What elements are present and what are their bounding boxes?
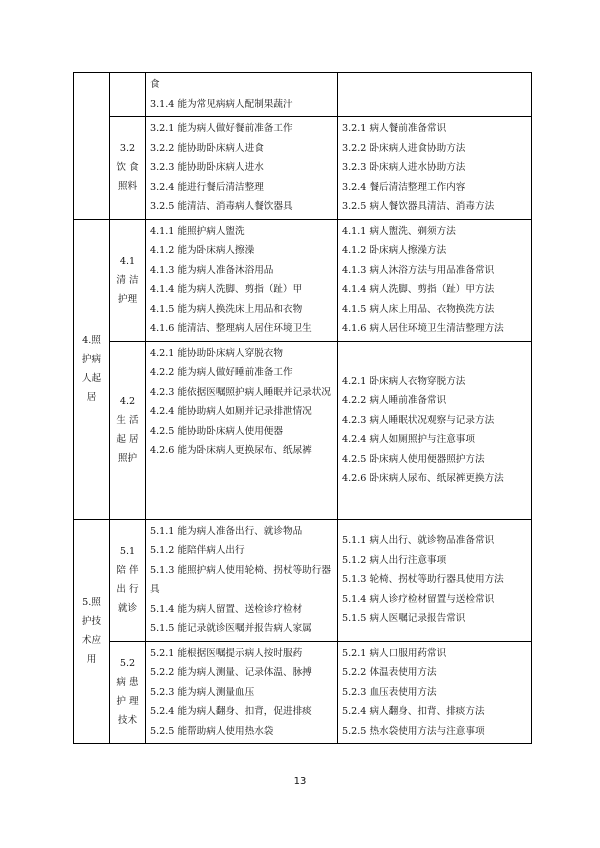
subcategory-label: 5.2 xyxy=(119,658,136,670)
list-item: 4.2.5 卧床病人使用便器照护方法 xyxy=(342,453,485,465)
subcategory-cell xyxy=(110,73,146,117)
list-item: 4.2.4 能协助病人如厕并记录排泄情况 xyxy=(150,406,312,417)
subcategory-label: 就诊 xyxy=(117,603,138,614)
list-item: 5.1.1 病人出行、就诊物品准备常识 xyxy=(342,535,495,547)
list-item: 5.2.1 病人口服用药常识 xyxy=(342,647,447,659)
list-item: 5.1.2 能陪伴病人出行 xyxy=(150,545,245,556)
category-cell xyxy=(74,519,110,744)
list-item: 4.2.2 能为病人做好睡前准备工作 xyxy=(150,367,293,378)
subcategory-label: 技术 xyxy=(117,715,138,727)
subcategory-label: 护理 xyxy=(117,293,138,305)
list-item: 3.2.2 能协助卧床病人进食 xyxy=(150,142,264,154)
list-item: 5.1.2 病人出行注意事项 xyxy=(342,554,447,566)
knowledge-cell xyxy=(338,73,532,117)
skills-table xyxy=(73,72,532,744)
skill-cell xyxy=(146,117,338,220)
list-item: 5.1.4 能为病人留置、送检诊疗检材 xyxy=(150,603,303,615)
subcategory-label: 照料 xyxy=(117,181,138,193)
category-cell xyxy=(74,219,110,519)
list-item: 5.1.5 能记录就诊医嘱并报告病人家属 xyxy=(150,623,312,634)
subcategory-label: 清 洁 xyxy=(116,274,139,286)
subcategory-cell xyxy=(110,341,146,519)
list-item: 4.1.1 病人盥洗、剃须方法 xyxy=(342,225,456,237)
knowledge-cell xyxy=(338,641,532,744)
list-item: 4.2.6 能为卧床病人更换尿布、纸尿裤 xyxy=(150,445,312,456)
list-item: 4.2.1 能协助卧床病人穿脱衣物 xyxy=(150,347,283,359)
list-item: 5.1.1 能为病人准备出行、就诊物品 xyxy=(150,525,303,537)
category-label: 人起 xyxy=(81,373,102,384)
skill-cell xyxy=(146,519,338,641)
page-number: 13 xyxy=(293,776,307,787)
list-item: 3.1.4 能为常见病病人配制果蔬汁 xyxy=(150,98,293,110)
category-label: 居 xyxy=(86,392,97,403)
list-item: 4.2.6 卧床病人尿布、纸尿裤更换方法 xyxy=(342,473,504,484)
subcategory-label: 照护 xyxy=(117,453,138,464)
subcategory-label: 5.1 xyxy=(119,546,136,557)
list-item: 3.2.3 卧床病人进水协助方法 xyxy=(342,162,466,173)
subcategory-cell xyxy=(110,117,146,220)
list-item: 4.1.2 能为卧床病人擦澡 xyxy=(150,245,255,256)
category-label: 用 xyxy=(86,654,97,666)
subcategory-label: 出 行 xyxy=(116,584,139,595)
subcategory-label: 4.1 xyxy=(119,255,136,267)
list-item: 3.2.4 能进行餐后清洁整理 xyxy=(150,181,264,193)
table-row xyxy=(74,117,532,220)
subcategory-label: 护 理 xyxy=(116,696,139,708)
skill-cell xyxy=(146,641,338,744)
list-item: 4.1.6 病人居住环境卫生清洁整理方法 xyxy=(342,323,504,334)
list-item: 4.2.4 病人如厕照护与注意事项 xyxy=(342,434,475,445)
list-item: 4.2.3 病人睡眠状况观察与记录方法 xyxy=(342,414,495,426)
list-item: 5.2.1 能根据医嘱提示病人按时服药 xyxy=(150,647,303,659)
list-item: 5.2.4 能为病人翻身、扣背，促进排痰 xyxy=(150,706,312,717)
category-label: 5.照 xyxy=(82,597,101,609)
list-item: 5.1.4 病人诊疗检材留置与送检常识 xyxy=(342,593,495,605)
list-item: 3.2.1 能为病人做好餐前准备工作 xyxy=(150,123,293,134)
list-item: 5.2.2 体温表使用方法 xyxy=(342,667,437,678)
list-item: 5.2.4 病人翻身、扣背、排痰方法 xyxy=(342,706,485,717)
knowledge-cell xyxy=(338,519,532,641)
table-row xyxy=(74,641,532,744)
category-label: 护病 xyxy=(81,354,102,365)
list-item: 4.2.3 能依据医嘱照护病人睡眠并记录状况 xyxy=(150,386,331,398)
list-item: 3.2.2 卧床病人进食协助方法 xyxy=(342,142,466,154)
subcategory-label: 3.2 xyxy=(119,143,136,155)
list-item: 4.1.1 能照护病人盥洗 xyxy=(150,225,245,237)
table-row xyxy=(74,219,532,341)
list-item: 4.1.6 能清洁、整理病人居住环境卫生 xyxy=(150,323,312,334)
list-item: 5.2.3 能为病人测量血压 xyxy=(150,686,255,698)
list-item: 3.2.3 能协助卧床病人进水 xyxy=(150,162,264,173)
category-label: 术应 xyxy=(81,635,102,647)
skill-cell xyxy=(146,73,338,117)
table-row xyxy=(74,73,532,117)
category-cell xyxy=(74,73,110,220)
knowledge-cell xyxy=(338,219,532,341)
skill-cell xyxy=(146,341,338,519)
knowledge-cell xyxy=(338,341,532,519)
list-item: 5.2.3 血压表使用方法 xyxy=(342,686,437,698)
list-item: 5.1.3 轮椅、拐杖等助行器具使用方法 xyxy=(342,574,504,586)
list-item: 3.2.5 能清洁、消毒病人餐饮器具 xyxy=(150,201,293,212)
list-item: 食 xyxy=(150,79,160,90)
subcategory-label: 4.2 xyxy=(119,396,136,407)
subcategory-label: 起 居 xyxy=(116,434,139,445)
list-item: 3.2.1 病人餐前准备常识 xyxy=(342,123,447,134)
subcategory-label: 饮 食 xyxy=(116,162,139,174)
list-item: 4.1.5 病人床上用品、衣物换洗方法 xyxy=(342,303,495,315)
list-item: 4.1.3 病人沐浴方法与用品准备常识 xyxy=(342,264,495,276)
list-item: 5.1.3 能照护病人使用轮椅、拐杖等助行器具 xyxy=(150,564,331,595)
list-item: 4.1.3 能为病人准备沐浴用品 xyxy=(150,264,274,276)
list-item: 4.2.1 卧床病人衣物穿脱方法 xyxy=(342,375,466,387)
list-item: 4.1.5 能为病人换洗床上用品和衣物 xyxy=(150,303,303,315)
table-row xyxy=(74,341,532,519)
subcategory-cell xyxy=(110,219,146,341)
list-item: 3.2.4 餐后清洁整理工作内容 xyxy=(342,181,466,193)
list-item: 4.1.4 病人洗脚、剪指（趾）甲方法 xyxy=(342,284,495,295)
subcategory-label: 病 患 xyxy=(116,677,139,689)
subcategory-label: 生 活 xyxy=(116,415,139,426)
category-label: 护技 xyxy=(81,616,102,628)
list-item: 5.1.5 病人医嘱记录报告常识 xyxy=(342,613,466,625)
list-item: 5.2.5 能帮助病人使用热水袋 xyxy=(150,725,274,737)
skill-cell xyxy=(146,219,338,341)
subcategory-label: 陪 伴 xyxy=(116,565,139,576)
table-row xyxy=(74,519,532,641)
subcategory-cell xyxy=(110,641,146,744)
list-item: 5.2.2 能为病人测量、记录体温、脉搏 xyxy=(150,667,312,678)
list-item: 4.2.2 病人睡前准备常识 xyxy=(342,395,447,406)
list-item: 3.2.5 病人餐饮器具清洁、消毒方法 xyxy=(342,201,495,212)
knowledge-cell xyxy=(338,117,532,220)
subcategory-cell xyxy=(110,519,146,641)
list-item: 4.1.4 能为病人洗脚、剪指（趾）甲 xyxy=(150,284,303,295)
list-item: 4.1.2 卧床病人擦澡方法 xyxy=(342,245,447,256)
list-item: 4.2.5 能协助卧床病人使用便器 xyxy=(150,425,283,437)
list-item: 5.2.5 热水袋使用方法与注意事项 xyxy=(342,725,485,737)
category-label: 4.照 xyxy=(82,335,101,346)
